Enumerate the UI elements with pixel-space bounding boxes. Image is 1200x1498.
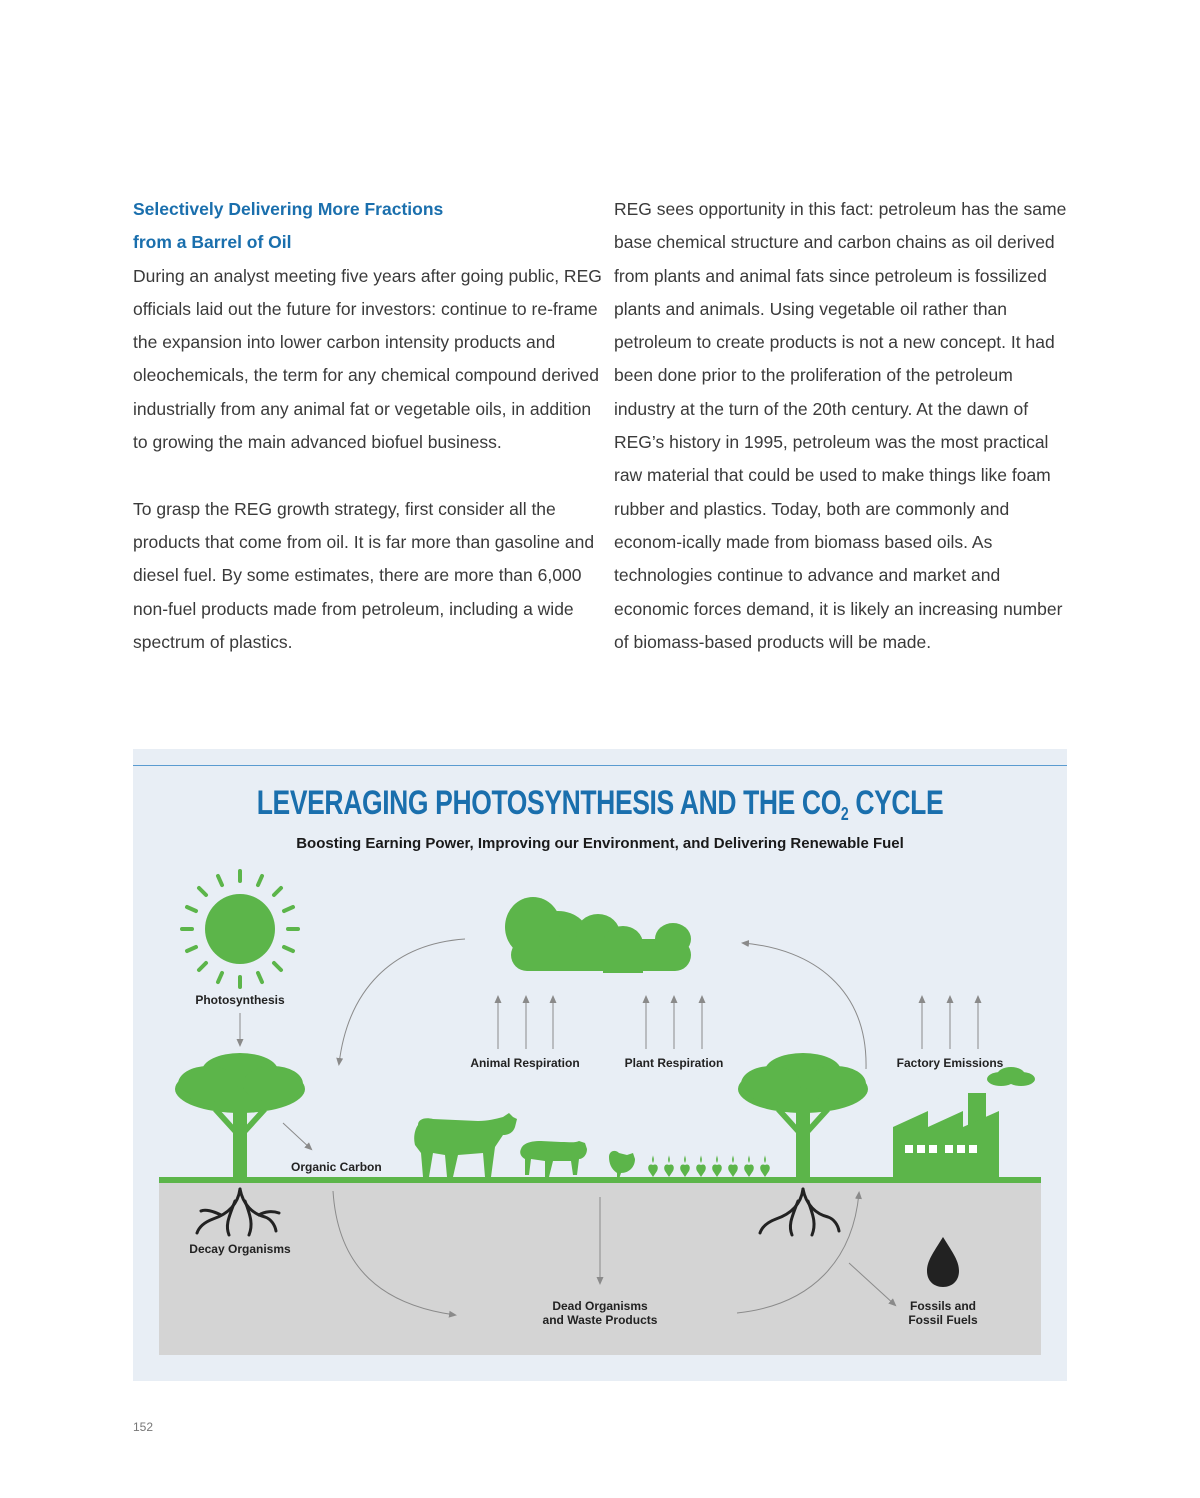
label-factory-emissions: Factory Emissions (896, 1056, 1004, 1070)
tree-icon-right (738, 1053, 868, 1179)
right-column (614, 193, 1069, 659)
left-column (133, 193, 603, 659)
arrow-cloud-to-left (339, 939, 465, 1064)
infographic-subtitle: Boosting Earning Power, Improving our Environment, and Delivering Renewable Fuel (296, 835, 904, 852)
sun-icon (182, 871, 298, 987)
label-plant-respiration: Plant Respiration (624, 1056, 724, 1070)
page-number: 152 (133, 1420, 154, 1434)
respiration-arrows (498, 997, 978, 1049)
cloud-icon (505, 897, 691, 973)
label-fossils-line1: Fossils and (909, 1299, 977, 1313)
label-dead-organisms-line1: Dead Organisms (552, 1299, 648, 1313)
factory-icon (893, 1067, 1035, 1179)
arrow-right-to-cloud (743, 943, 866, 1069)
label-decay-organisms: Decay Organisms (189, 1242, 291, 1256)
label-dead-organisms-line2: and Waste Products (542, 1313, 658, 1327)
co2-cycle-infographic (133, 749, 1067, 1381)
section-heading-line2: from a Barrel of Oil (133, 232, 292, 253)
label-organic-carbon: Organic Carbon (291, 1160, 382, 1174)
pig-icon (520, 1141, 587, 1177)
infographic-title: LEVERAGING PHOTOSYNTHESIS AND THE $CO_2$ CYCLE (256, 784, 944, 824)
sprouts-icon (648, 1155, 770, 1177)
label-fossils-line2: Fossil Fuels (908, 1313, 978, 1327)
label-animal-respiration: Animal Respiration (470, 1056, 580, 1070)
left-paragraph-1: During an analyst meeting five years after going public, REG officials laid out the future for investors: continue to re-frame the expansion into lower carbon intensity products and oleochemicals, the term for any chemical compound derived industrially from any animal fat or vegetable oils, in addition to growing the main advanced biofuel business. (133, 265, 602, 453)
chicken-icon (609, 1151, 635, 1179)
label-photosynthesis: Photosynthesis (195, 993, 285, 1007)
cycle-diagram (133, 749, 1067, 1381)
cow-icon (414, 1113, 517, 1177)
section-heading-line1: Selectively Delivering More Fractions (133, 199, 444, 219)
tree-icon (175, 1053, 305, 1179)
left-paragraph-2: To grasp the REG growth strategy, first consider all the products that come from oil. It is far more than gasoline and diesel fuel. By some estimates, there are more than 6,000 non-fuel products made from petroleum, including a wide spectrum of plastics. (133, 498, 595, 652)
arrow-to-organic-carbon (283, 1123, 311, 1149)
right-paragraph-1: REG sees opportunity in this fact: petroleum has the same base chemical structure and carbon chains as oil derived from plants and animal fats since petroleum is fossilized plants and animals. Using vegetable oil rather than petroleum to create products is not a new concept. It had been done prior to the proliferation of the petroleum industry at the turn of the 20th century. At the dawn of REG’s history in 1995, petroleum was the most practical raw material that could be used to make things like foam rubber and plastics. Today, both are commonly and econom-ically made from biomass based oils. As technologies continue to advance and market and economic forces demand, it is likely an increasing number of biomass-based products will be made. (614, 199, 1067, 652)
